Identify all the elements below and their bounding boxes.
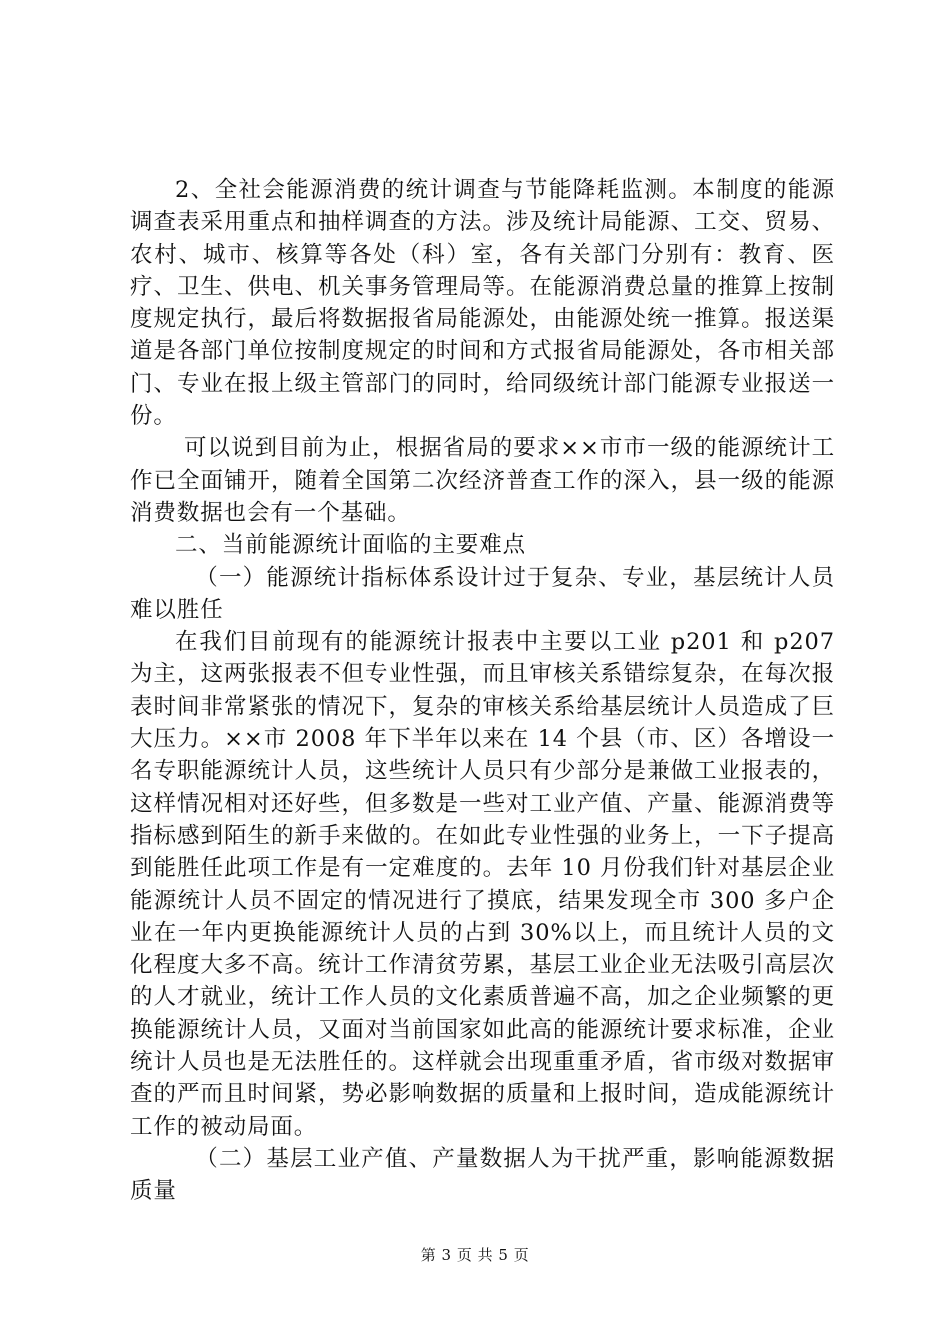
document-body (130, 174, 835, 1208)
section-heading-difficulties: 二、当前能源统计面临的主要难点 (175, 532, 527, 559)
subsection-heading-1: （一）能源统计指标体系设计过于复杂、专业，基层统计人员难以胜任 (130, 564, 835, 623)
paragraph-energy-survey: 2、全社会能源消费的统计调查与节能降耗监测。本制度的能源调查表采用重点和抽样调查的方法。涉及统计局能源、工交、贸易、农村、城市、核算等各处（科）室，各有关部门分别有：教育、医疗、卫生、供电、机关事务管理局等。在能源消费总量的推算上按制度规定执行，最后将数据报省局能源处，由能源处统一推算。报送渠道是各部门单位按制度规定的时间和方式报省局能源处，各市相关部门、专业在报上级主管部门的同时，给同级统计部门能源专业报送一份。 (130, 177, 835, 430)
page-number-footer: 第 3 页 共 5 页 (420, 1246, 530, 1264)
subsection-heading-2: （二）基层工业产值、产量数据人为干扰严重，影响能源数据质量 (130, 1145, 835, 1205)
paragraph-progress-summary: 可以说到目前为止，根据省局的要求××市市一级的能源统计工作已全面铺开，随着全国第二次经济普查工作的深入，县一级的能源消费数据也会有一个基础。 (130, 435, 835, 526)
paragraph-report-complexity: 在我们目前现有的能源统计报表中主要以工业 p201 和 p207 为主，这两张报表不但专业性强，而且审核关系错综复杂，在每次报表时间非常紧张的情况下，复杂的审核关系给基层统计人员造成了巨大压力。××市 2008 年下半年以来在 14 个县（市、区）各增设一名专职能源统计人员，这些统计人员只有少部分是兼做工业报表的，这样情况相对还好些，但多数是一些对工业产值、产量、能源消费等指标感到陌生的新手来做的。在如此专业性强的业务上，一下子提高到能胜任此项工作是有一定难度的。去年 10 月份我们针对基层企业能源统计人员不固定的情况进行了摸底，结果发现全市 300 多户企业在一年内更换能源统计人员的占到 30%以上，而且统计人员的文化程度大多不高。统计工作清贫劳累，基层工业企业无法吸引高层次的人才就业，统计工作人员的文化素质普遍不高，加之企业频繁的更换能源统计人员，又面对当前国家如此高的能源统计要求标准，企业统计人员也是无法胜任的。这样就会出现重重矛盾，省市级对数据审查的严而且时间紧，势必影响数据的质量和上报时间，造成能源统计工作的被动局面。 (130, 629, 835, 1140)
